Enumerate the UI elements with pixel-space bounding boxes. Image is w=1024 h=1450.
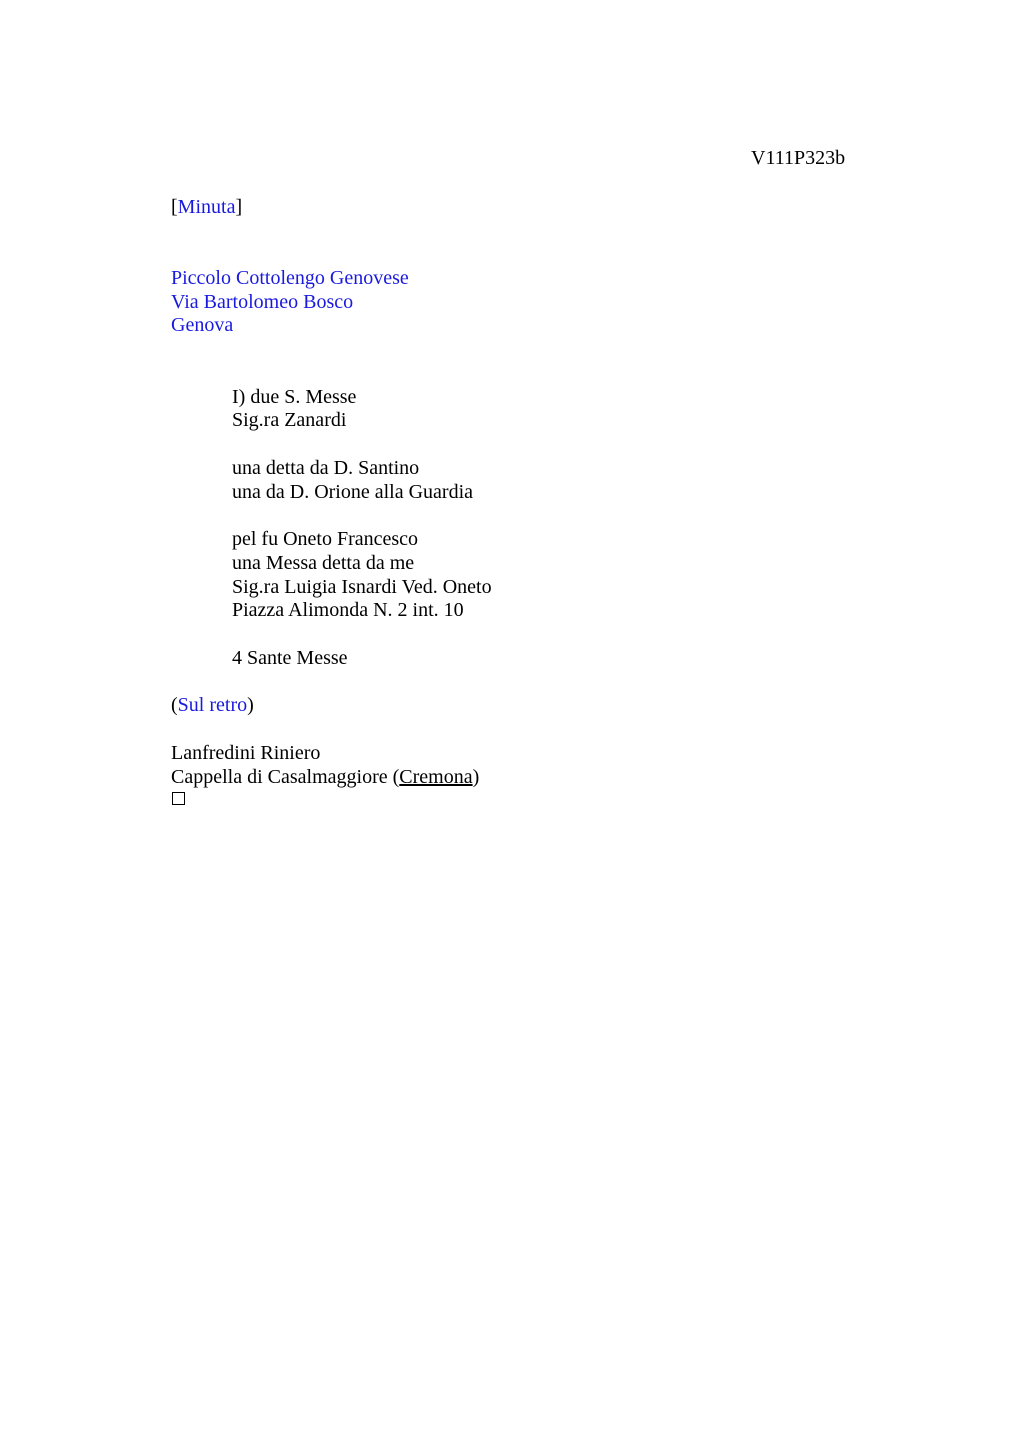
address-line-1: Piccolo Cottolengo Genovese: [171, 267, 409, 289]
body-line: Piazza Alimonda N. 2 int. 10: [232, 599, 464, 621]
retro-name: Lanfredini Riniero: [171, 742, 321, 764]
retro-place-prefix: Cappella di Casalmaggiore (: [171, 766, 400, 788]
body-line: Sig.ra Luigia Isnardi Ved. Oneto: [232, 576, 492, 598]
body-line: una Messa detta da me: [232, 552, 415, 574]
paren-open: (: [171, 694, 178, 716]
address-line-3: Genova: [171, 314, 234, 336]
minuta-label: Minuta: [177, 196, 236, 218]
minuta-note: [171, 195, 242, 219]
bracket-open: [: [171, 196, 178, 218]
retro-place: [171, 765, 479, 789]
retro-place-suffix: ): [472, 766, 480, 788]
retro-label: Sul retro: [177, 694, 248, 716]
retro-place-underlined: Cremona: [399, 766, 473, 788]
body-line: Sig.ra Zanardi: [232, 409, 347, 431]
body-line: 4 Sante Messe: [232, 647, 348, 669]
body-line: una da D. Orione alla Guardia: [232, 481, 474, 503]
checkbox-symbol-icon: [172, 792, 185, 805]
bracket-close: ]: [235, 196, 243, 218]
reference-code: V111P323b: [751, 147, 846, 169]
body-line: pel fu Oneto Francesco: [232, 528, 419, 550]
body-line: I) due S. Messe: [232, 386, 357, 408]
paren-close: ): [247, 694, 254, 716]
retro-note: [171, 693, 254, 717]
body-line: una detta da D. Santino: [232, 457, 420, 479]
address-line-2: Via Bartolomeo Bosco: [171, 291, 354, 313]
